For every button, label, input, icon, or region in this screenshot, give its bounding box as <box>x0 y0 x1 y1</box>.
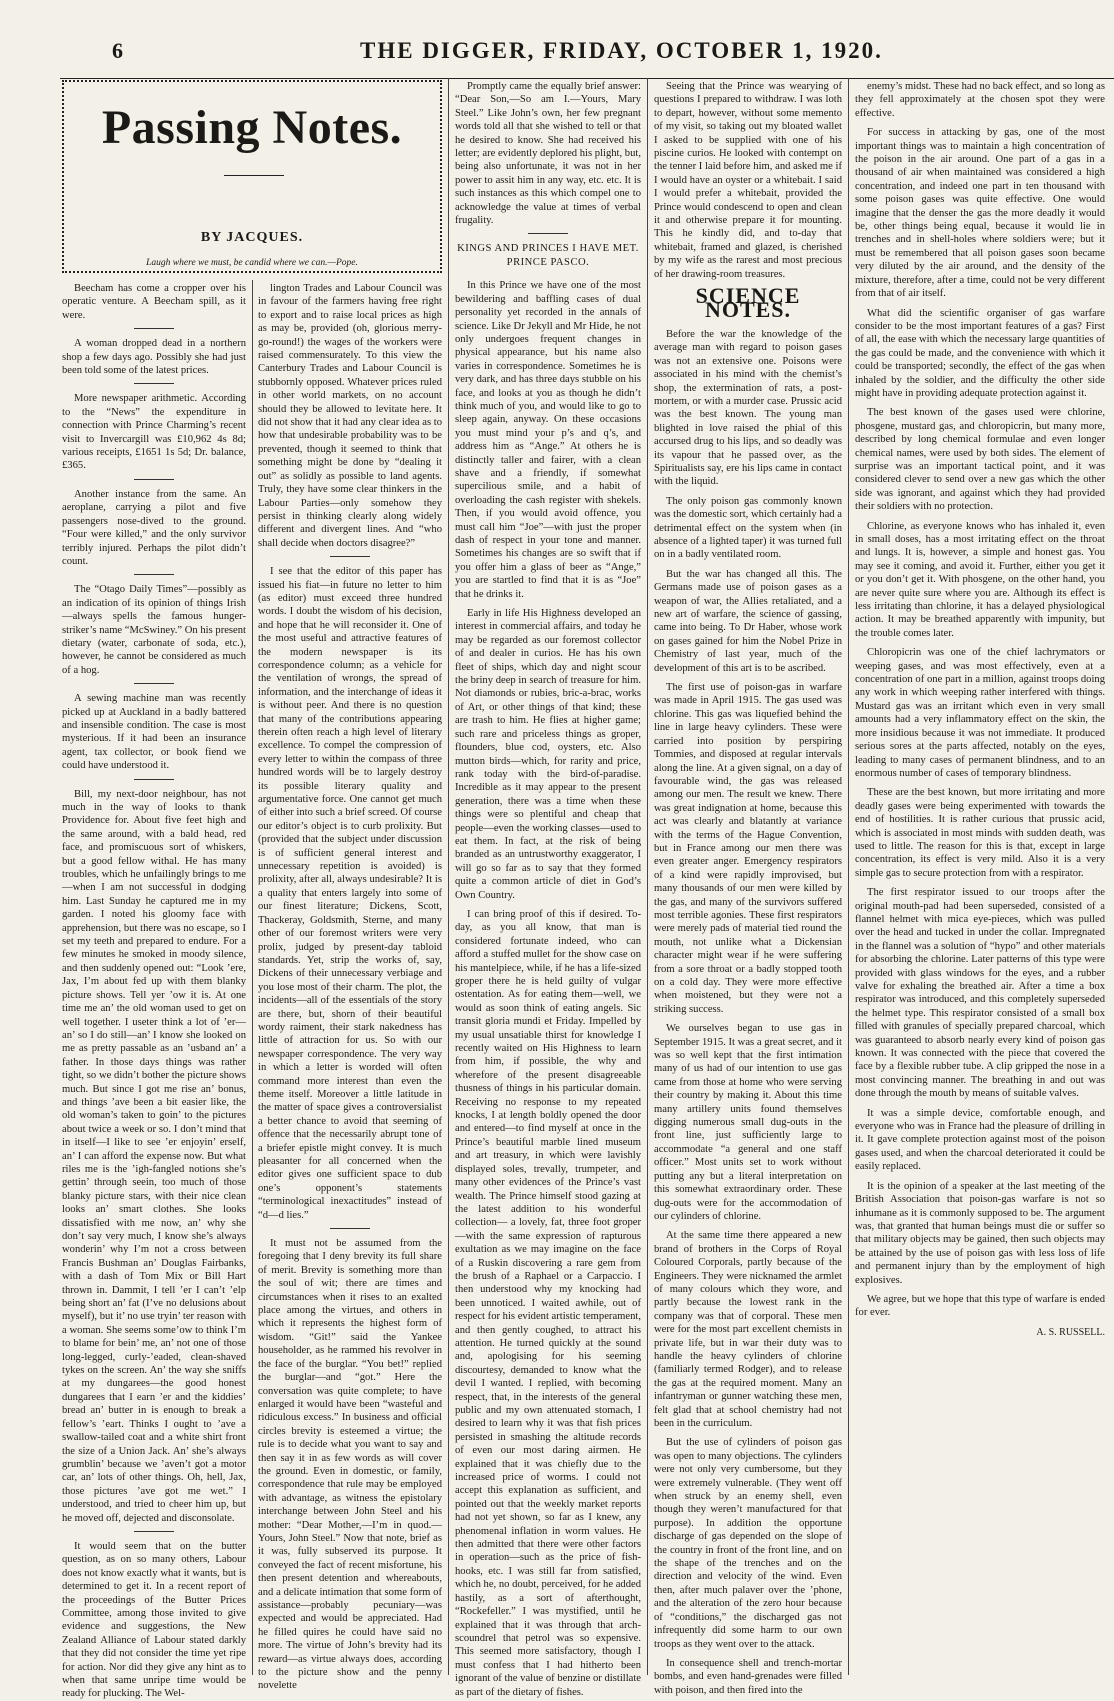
paragraph: But the use of cylinders of poison gas was open to many objections. The cylinders were not only very cumbersome, but they were extremely vulnerable. (They went off when struck by an enemy shell, even though they weren’t manufactured for that purpose). In addition the opportune discharge of gas depended on the slope of the country in front of the front line, and on the shape of the trenches and on the direction and velocity of the wind. Even then, after much palaver over the ’phone, and the alteration of the zero hour because of “conditions,” the discharged gas not infrequently did some harm to our own troops as they went over to the attack. <box>654 1437 842 1650</box>
paragraph: The only poison gas commonly known was the domestic sort, which certainly had a detrimental effect on the system when (in absence of a lighted taper) it was turned full on in a badly ventilated room. <box>654 495 842 561</box>
separator <box>330 1228 370 1229</box>
paragraph: But the war has changed all this. The Germans made use of poison gases as a weapon of war, the Allies retaliated, and a new art of warfare, the science of gassing, came into being. To Dr Haber, whose work on gases gained for him the Nobel Prize in Chemistry of last year, much of the development of this art is to be ascribed. <box>654 568 842 674</box>
column-1 <box>62 282 246 1700</box>
paragraph: Chlorine, as everyone knows who has inhaled it, even in small doses, has a most irritating effect on the throat and lungs. It is, however, a simple and honest gas. You may see it coming, and avoid it. Further, either you get it or you don’t get it. With phosgene, on the other hand, you are never quite sure where you are. Although its effect is less irritating than chlorine, it has a delayed physiological action. It may be breathed apparently with impunity, but the trouble comes later. <box>855 520 1105 639</box>
paragraph: In this Prince we have one of the most bewildering and baffling cases of dual personality yet recorded in the annals of science. Like Dr Jekyll and Mr Hide, he not only undergoes frequent changes in physical appearance, but his name also varies in correspondence. Sometimes he is very dark, and has three days stubble on his face, and looks at you as though he didn’t think much of you, and would like to go to sleep again, anyway. On these occasions you must mind your p’s and q’s, and address him as “Ange.” At others he is distinctly taller and fairer, with a clean shave and a friendly, if somewhat supercilious smile, and a habit of overloading the cash register with shekels. Then, if you would avoid offence, you must call him “Joe”—with just the proper dash of respect in your tone and manner. Sometimes his changes are so swift that if you offer him a glass of beer as “Ange,” you are startled to find that it is as “Joe” that he drinks it. <box>455 280 641 600</box>
paragraph: A woman dropped dead in a northern shop a few days ago. Possibly she had just been told some of the latest prices. <box>62 338 246 377</box>
column-divider <box>647 78 648 1675</box>
paragraph: What did the scientific organiser of gas warfare consider to be the most important features of a gas? First of all, the ease with which the necessary large quantities of the gas could be made, and the convenience with which it could be transported; secondly, the effect of the gas when inhaled by the soldier, and the difficulty the other side might have in providing adequate protection against it. <box>855 307 1105 399</box>
column-divider <box>448 78 449 1675</box>
motto: Laugh where we must, be candid where we can.—Pope. <box>146 258 358 268</box>
separator <box>528 233 568 234</box>
paragraph: lington Trades and Labour Council was in favour of the farmers having free right to export and to raise local prices as high as may be, provided (oh, glorious merry-go-round!) the wages of the workers were raised commensurately. To this view the Canterbury Trades and Labour Council is stubbornly opposed. Whatever prices ruled in other world markets, on no account should they be allowed to levitate here. It did not show that it had any clear idea as to how that undesirable probability was to be prevented, though it seemed to think that something might be done by “dealing it out” as solidly as possible to land agents. Truly, they have some clear thinkers in the Labour Parties—only somehow they persist in thinking clearly along widely different and divergent lines. And “who shall decide when doctors disagree?” <box>258 283 442 549</box>
paragraph: In consequence shell and trench-mortar bombs, and even hand-grenades were filled with poison, and then fired into the <box>654 1657 842 1696</box>
passing-notes-banner <box>62 80 442 273</box>
paragraph: enemy’s midst. These had no back effect, and so long as they fell approximately at the chosen spot they were effective. <box>855 81 1105 119</box>
separator <box>330 556 370 557</box>
paragraph: A sewing machine man was recently picked up at Auckland in a badly battered and insensible condition. The case is most mysterious. If it had been an insurance agent, tax collector, or book fiend we could have understood it. <box>62 693 246 772</box>
paragraph: More newspaper arithmetic. According to the “News” the expenditure in connection with Prince Charming’s recent visit to Invercargill was £10,962 4s 8d; various receipts, £1651 1s 5d; Dr. balance, £365. <box>62 393 246 472</box>
masthead <box>60 38 1114 79</box>
column-2 <box>258 282 442 1692</box>
paragraph: It must not be assumed from the foregoing that I deny brevity its full share of merit. Brevity is something more than the soul of wit; there are times and circumstances when it rises to an exalted place among the virtues, and others in which it represents the highest form of wisdom. “Git!” said the Yankee householder, as he rammed his revolver in the face of the burglar. “You bet!” replied the burglar—and “got.” Here the conversation was quite complete; to have enlarged it would have been “wasteful and ridiculous excess.” In business and official circles brevity is esteemed a virtue; the rule is to decide what you want to say and then say it in as few words as will cover the ground. Even in domestic, or family, correspondence that rule may be employed with advantage, as witness the epistolary interchange between John Steel and his mother: “Dear Mother,—I’m in quod.—Yours, John Steel.” Now that note, brief as it was, fully subserved its purpose. It conveyed the fact of recent misfortune, his then present detention and whereabouts, and a delicate intimation that some form of assistance—probably pecuniary—was expected and would be appreciated. Had he filled quires he could have said no more. The virtue of John’s brevity had its reward—as virtue always does, according to the picture show and the penny novelette <box>258 1238 442 1692</box>
author-signature: A. S. RUSSELL. <box>1036 1326 1105 1338</box>
column-3 <box>455 80 641 1698</box>
separator <box>134 479 174 480</box>
column-4 <box>654 80 842 1696</box>
newspaper-title: THE DIGGER, FRIDAY, OCTOBER 1, 1920. <box>360 38 883 63</box>
paragraph: At the same time there appeared a new brand of brothers in the Corps of Royal Coloured Corporals, partly because of the Engineers. They were nicknamed the armlet of many colours which they wore, and partly because the lowest rank in the company was that of corporal. These men were for the most part excellent chemists in private life, but in war their duty was to handle the heavy cylinders of chlorine (familiarly termed Rodger), and to release the gas at the required moment. Many an infantryman or gunner watching these men, felt glad that at school chemistry had not been in the curriculum. <box>654 1230 842 1429</box>
separator <box>134 683 174 684</box>
paragraph: It is the opinion of a speaker at the last meeting of the British Association that poison-gas warfare is not so inhumane as it is commonly supposed to be. The argument was, that granted that human beings must die or suffer so that military objects may be gained, then such objects may be attained by the use of poison gas with less loss of life and permanent injury than by the employment of high explosives. <box>855 1180 1105 1286</box>
separator <box>134 328 174 329</box>
separator <box>134 383 174 384</box>
column-title: Passing Notes. <box>101 101 403 154</box>
paragraph: Early in life His Highness developed an interest in commercial affairs, and today he may be regarded as our foremost collector of and dealer in curios. He has his own fleet of ships, which day and night scour the briny deep in search of treasure for him. Not diamonds or rubies, bric-a-brac, works of Art, or other things of that kind; these are trash to him. He flies at higher game; such rare and priceless things as groper, flounders, blue cod, oysters, etc. Also mutton birds—which, for rarity and price, rank today with the bird-of-paradise. Incredible as it may appear to the present generation, there was a time when these things were so plentiful and cheap that people—even the working classes—used to eat them. In fact, at the risk of being branded as an untrustworthy exaggerator, I will go so far as to say that they formed quite a common article of diet in God’s Own Country. <box>455 608 641 901</box>
paragraph: The best known of the gases used were chlorine, phosgene, mustard gas, and chloropicrin, but many more, described by long chemical formulae and even longer chemical names, were used by both sides. The element of surprise was an important tactical point, and it was considered clever to send over a new gas which the other side was ignorant, and against which they had provided their soldiers with no protection. <box>855 407 1105 513</box>
separator <box>134 574 174 575</box>
paragraph: Before the war the knowledge of the average man with regard to poison gases was not an extensive one. Poisons were associated in his mind with the chemist’s shop, the extermination of rats, a post-mortem, or with a murder case. Prussic acid was the best known. The young man blighted in love raised the phial of this accursed drug to his lips, and so deadly was its vapour that he passed over, as the Spiritualists say, ere his lips came in contact with the liquid. <box>654 328 842 488</box>
paragraph: Promptly came the equally brief answer: “Dear Son,—So am I.—Yours, Mary Steel.” Like John’s own, her few pregnant words told all that she wished to tell or that he desired to know. She had received his letter; are evidently deplored his plight, but, being also unfortunate, it was not in her power to assit him in any way, etc. etc. It is such instances as this which compel one to acknowledge the value at times of verbal frugality. <box>455 81 641 227</box>
column-divider <box>252 280 253 1675</box>
section-subheading: KINGS AND PRINCES I HAVE MET. PRINCE PASCO. <box>457 243 639 268</box>
title-rule <box>224 175 284 176</box>
paragraph: Another instance from the same. An aeroplane, carrying a pilot and five passengers nose-dived to the ground. “Four were killed,” and the only survivor terribly injured. Perhaps the pilot didn’t count. <box>62 488 246 567</box>
paragraph: Beecham has come a cropper over his operatic venture. A Beecham spill, as it were. <box>62 283 246 321</box>
paragraph: The first respirator issued to our troops after the original mouth-pad had been superseded, consisted of a flannel helmet with mica eye-pieces, which was pulled over the head and tucked in under the collar. Impregnated in the flannel was a solution of “hypo” and other materials for absorbing the chlorine. Later patterns of this type were provided with glass windows for the eyes, and a rubber valve for exhaling the breathed air. After a time a box respirator was introduced, and this completely superseded the helmet type. This respirator consisted of a small box filled with granules of specially prepared charcoal, which was guaranteed to absorb nearly every kind of poison gas known. It was connected with the piece that covered the face by a flexible rubber tube. A clip gripped the nose in a most convincing manner. The breathing in and out was done through the mouth by means of suitable valves. <box>855 887 1105 1100</box>
paragraph: We agree, but we hope that this type of warfare is ended for ever. <box>855 1293 1106 1319</box>
page-number: 6 <box>112 38 123 63</box>
paragraph: It was a simple device, comfortable enough, and everyone who was in France had the pleasure of drilling in it. It gave complete protection against most of the poison gases used, and when the charcoal deteriorated it could be easily replaced. <box>855 1107 1105 1173</box>
paragraph: These are the best known, but more irritating and more deadly gases were being experimented with towards the end of hostilities. It is rather curious that prussic acid, which is associated in most minds with sudden death, was used to little. The reason for this is that, except in large concentration, its effect is very mild. Also it is a very simple gas to secure protection from with a respirator. <box>855 787 1105 879</box>
paragraph: It would seem that on the butter question, as on so many others, Labour does not know exactly what it wants, but is determined to get it. In a recent report of the proceedings of the Butter Prices Committee, among those invited to give evidence and suggestions, the New Zealand Alliance of Labour stated darkly that they did not consider the time yet ripe for action. Nor did they give any hint as to when that same unripe time would be ready for plucking. The Wel- <box>62 1540 246 1700</box>
paragraph: For success in attacking by gas, one of the most important things was to maintain a high concentration of the poison in the air around. One part of a gas in a thousand of air when maintained was considered a high concentration, and indeed one part in ten thousand with some poison gases was quite effective. One would imagine that the denser the gas the more deadly it would be, other things being equal, because it would lie in trenches and in shell-holes where soldiers were; but it must be remembered that all poison gases soon became very diluted by the air around, and the density of the mixture, therefore, after a time, could not be very different from that of air itself. <box>855 127 1105 300</box>
column-divider <box>848 78 849 1675</box>
paragraph: I see that the editor of this paper has issued his fiat—in future no letter to him (as editor) must exceed three hundred words. I doubt the wisdom of his decision, and hope that he will reconsider it. One of the most useful and attractive features of the modern newspaper is its correspondence column; as a vehicle for the ventilation of wrongs, the spread of information, and the interchange of ideas it is without peer. And there is no question that many of the contributions appearing therein often reach a high level of literary excellence. To compel the compression of every letter to within the compass of three hundred words will be to largely destroy its possible literary quality and argumentative force. One cannot get much of either into such a brief screed. Of course our editor’s object is to curb prolixity. But (provided that the subject under discussion is of sufficient general interest and unnecessary repetition is avoided) is prolixity, after all, always undesirable? It is a quality that enters largely into some of our finest literature; Dickens, Scott, Thackeray, Goldsmith, Sterne, and many other of our foremost writers were very prolix, judged by present-day tabloid standards. Yet, strip the works of, say, Dickens of their unnecessary verbiage and you lose most of their charm. The plot, the incidents—all of the essentials of the story are there, but, shorn of their beautiful wordy raiment, their stark nakedness has little of attraction for us. So with our newspaper correspondence. The very way in which a letter is worded will often command more interest than even the theme itself. Moreover a little latitude in the matter of space gives a controversialist a better chance to avoid that seeming of offence that the necessarily abrupt tone of a briefer epistle might convey. It is much pleasanter for all concerned when the editor gives one sufficient space to dub one’s opponent’s statements “terminological inexactitudes” instead of “d—d lies.” <box>258 566 442 1221</box>
column-5 <box>855 80 1105 1680</box>
byline: BY JACQUES. <box>200 230 304 245</box>
section-heading: SCIENCE NOTES. <box>695 283 801 322</box>
paragraph: The first use of poison-gas in warfare was made in April 1915. The gas used was chlorine. This gas was liquefied behind the line in large heavy cylinders. These were carried into position by perspiring Tommies, and disposed at regular intervals along the line. At a given signal, on a day of favourable wind, the gas was released among our men. The result we knew. There was great indignation at home, because this act was clearly and blatantly at variance with the terms of the Hague Convention, but in France among our men there was even greater anger. Emergency respirators of a kind were rapidly improvised, but many thousands of our men were killed by the gas, and many of the survivors suffered most terrible agonies. These first respirators were merely pads of material tied round the mouth, not unlike what a Dickensian character might wear if he were suffering from a sore throat or a badly stopped tooth on a cold day. They were more effective when moistened, but they were not a striking success. <box>654 682 842 1015</box>
paragraph: Seeing that the Prince was wearying of questions I prepared to withdraw. I was loth to depart, however, without some memento of my visit, so taking out my bloated wallet I asked to be supplied with one of his piscine curios. He looked with contempt on the tenner I laid before him, and asked me if I would have an oyster or a whitebait. I said I would prefer a whitebait, provided the Prince would condescend to open and clean it and otherwise prepare it for mounting. This he kindly did, and to-day that whitebait, framed and glazed, is cherished by my wife as the rarest and most precious of her drawing-room treasures. <box>654 81 842 280</box>
separator <box>134 1531 174 1532</box>
separator <box>134 779 174 780</box>
paragraph: Chloropicrin was one of the chief lachrymators or weeping gases, and was most effectively, even at a concentration of one part in a million, against troops doing any work in which weeping rather interfered with things. Mustard gas was an irritant which even in very small amounts had a very inflammatory effect on the skin, the more insidious because it was not immediate. It produced serious sores at the parts affected, notably on the eyes, leading to many cases of permanent blindness, and to an enormous number of cases of temporary blindness. <box>855 647 1105 779</box>
paragraph: We ourselves began to use gas in September 1915. It was a great secret, and it was so well kept that the first intimation many of us had of our intention to use gas came from those at home who were serving their country by making it. About this time many artillery units found themselves digging numerous small dug-outs in the front line, just sufficiently large to accommodate “a general and one staff officer.” Most units set to work without putting any but a literal interpretation on this somewhat extraordinary order. These dug-outs were for the accommodation of our cylinders of chlorine. <box>654 1023 842 1222</box>
paragraph: I can bring proof of this if desired. To-day, as you all know, that man is considered fortunate indeed, who can afford a stuffed mullet for the show case on his mantelpiece, while, if he has a life-sized groper there he is held guilty of vulgar ostentation. As for eating them—well, we would as soon think of eating angels. Sic transit gloria mundi et Friday. Impelled by my usual unsatiable thirst for knowledge I recently waited on His Highness to learn from him, if possible, the why and wherefore of the present disagreeable thusness of things in his particular domain. Receiving no response to my repeated knocks, I at length boldly opened the door and entered—to find myself at once in the Prince’s beautiful marble lined museum and art treasury, in which were lavishly displayed soles, trevally, trumpeter, and many other evidences of the Prince’s vast wealth. The Prince himself stood gazing at the latest addition to his wonderful collection— a lovely, fat, three foot groper—with the same expression of rapturous exultation as we may imagine on the face of a Ruskin discovering a rare gem from the brush of a Raphael or a Carpaccio. I then understood why my knocking had been unnoticed. I waited awhile, out of respect for his evident artistic temperament, and then gently coughed, to attract his attention. He turned quickly at the sound and, apologising for his seeming discourtesy, demanded to know what the devil I wanted. I replied, with becoming respect, that, in the interests of the general public and my own attenuated stomach, I desired to learn why it was that fish prices persisted in smashing the altitude records of even our most daring airmen. He explained that it was chiefly due to the increased price of worms. I could not accept this explanation as sufficient, and pointed out that the weekly market reports had not yet shown, so far as I knew, any phenomenal inflation in worm values. He then admitted that there were other factors in operation—such as the price of fish-hooks, etc. I was still far from satisfied, which he, no doubt, perceived, for he added hastily, as a sort of afterthought, “Rockefeller.” I was mystified, until he explained that it was through that arch-scoundrel that petrol was so expensive. This seemed more satisfactory, though I must confess that I had hitherto been ignorant of the value of benzine or distillate as part of the dietary of fishes. <box>455 908 641 1698</box>
paragraph: Bill, my next-door neighbour, has not much in the way of looks to thank Providence for. About five feet high and the same around, with a bald head, red face, and promiscuous sort of whiskers, but a good fellow withal. He has many troubles, which he unfailingly brings to me—when I am not successful in dodging him. Last Sunday he captured me in my garden. I noted his gloomy face with apprehension, but there was no escape, so I set my teeth and prepared to endure. For a few minutes he smoked in moody silence, and then suddenly opened out: “Look ’ere, Jax, I’m about fed up with them blanky picture shows. Tell yer ’ow it is. At one time me an’ the old woman used to get on well together. I useter think a lot of ’er—an’ so I do still—an’ I know she looked on me as pretty passable as an ’usband an’ a father. In those days things was rather tight, so we didn’t bother the picture shows much. But since I got me rise an’ bonus, and things ’ave been a bit easier like, the old woman’s taken to goin’ to the pictures about twice a week or so. I don’t mind that in itself—I like to see ’er enjoyin’ erself, an’ I can afford the expense now. But what riles me is the ’igh-fangled notions she’s gettin’ through seein, too much of those blanky picture stars, with their nice clean looks an’ smart clothes. She looks dissatisfied with me now, an’ why she don’t say very much, I know she’s always wonderin’ why I’m not a cross between Francis Bushman an’ Douglas Fairbanks, with a dash of Tom Mix or Bill Hart thrown in. Dammit, I tell ’er I can’t ’elp being short an’ fat (I’ve no delusions about myself), but it’ no use tryin’ ter reason with a woman. She seems some’ow to think I’m to blame for bein’ me, an’ not one of those long-legged, curly-’eaded, clean-shaved tykes on the screen. An’ the way she sniffs at my dungarees—the good honest dungarees that I earn ’er and the kiddies’ bread an’ butter in is enough to break a fellow’s ’eart. Thinks I ought to ’ave a swallow-tailed coat and a white shirt front the size of a Union Jack. An’ she’s always grumblin’ because we ’aven’t got a motor car, an’ lots of other things. Oh, hell, Jax, those pictures ’ave got me wet.” I understood, and tried to cheer him up, but he moved off, dejected and disconsolate. <box>62 788 246 1524</box>
paragraph: The “Otago Daily Times”—possibly as an indication of its opinion of things Irish—always spells the famous hunger-striker’s name “McSwiney.” On his present dietary (water, carbonate of soda, etc.), however, he cannot be considered as much of a hog. <box>62 584 246 676</box>
